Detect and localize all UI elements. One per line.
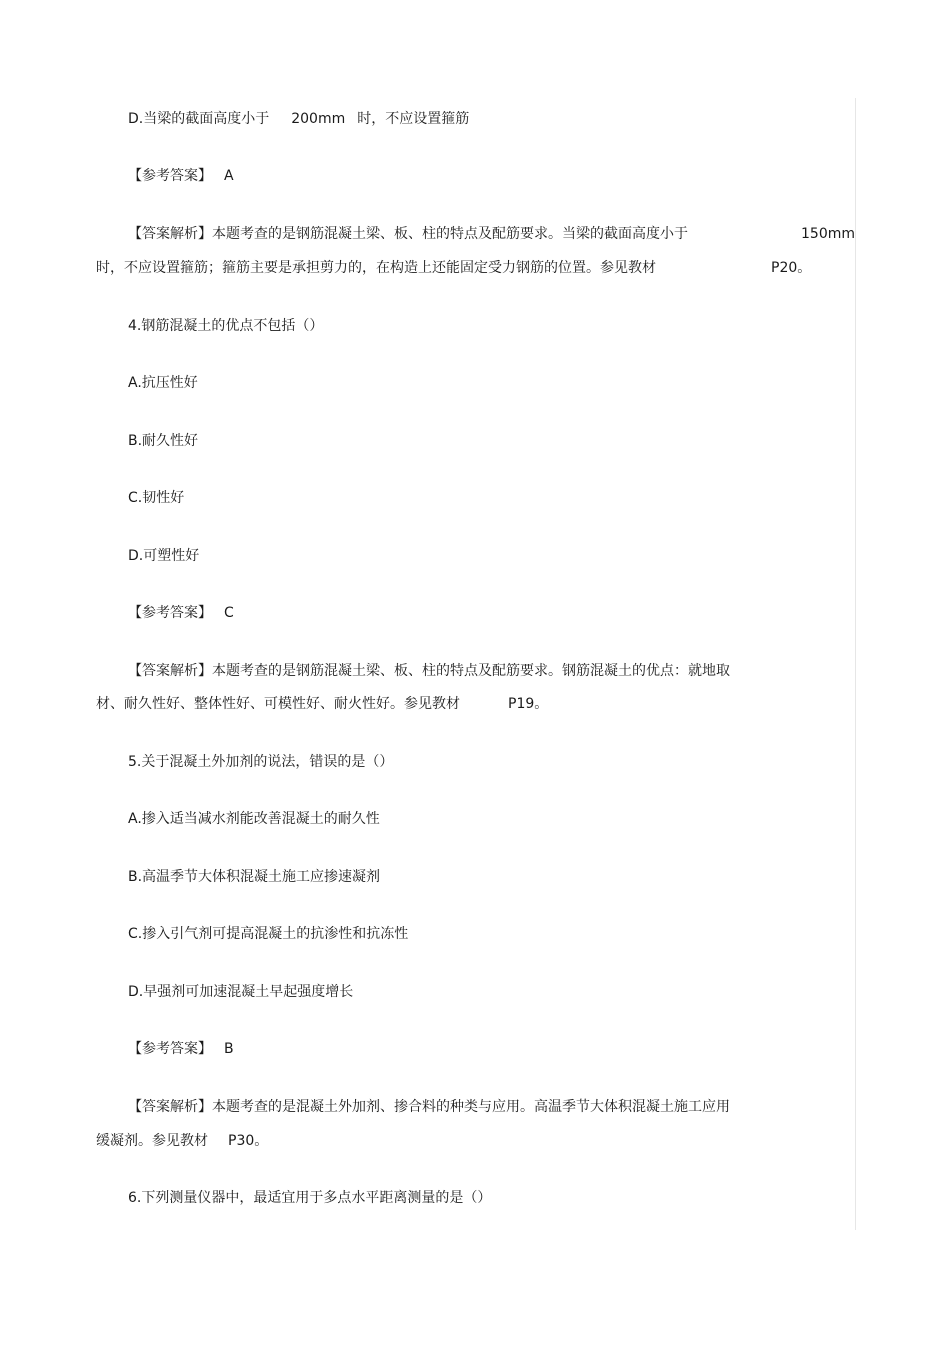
q3-analysis-end: 。 [797,260,812,276]
q3-answer-value: A [224,168,234,184]
q4-analysis-line1: 【答案解析】本题考查的是钢筋混凝土梁、板、柱的特点及配筋要求。钢筋混凝土的优点：就地取 [128,663,730,679]
q5-answer [128,1039,234,1059]
q5-option-c: C.掺入引气剂可提高混凝土的抗渗性和抗冻性 [128,926,409,942]
q3-analysis-value [801,224,855,244]
q4-stem: 4.钢筋混凝土的优点不包括（） [128,318,324,334]
q4-analysis-ref: P19 [508,696,535,712]
q5-stem: 5.关于混凝土外加剂的说法，错误的是（） [128,754,394,770]
q3-analysis-value-text: 150mm [801,226,855,242]
q3-answer-label: 【参考答案】 [128,168,212,184]
q3-analysis-text: 【答案解析】本题考查的是钢筋混凝土梁、板、柱的特点及配筋要求。当梁的截面高度小于 [128,226,688,242]
q3-option-d-value: 200mm [291,111,346,127]
q4-option-b: B.耐久性好 [128,433,199,449]
q3-analysis-line1 [128,224,688,244]
q5-analysis-line1: 【答案解析】本题考查的是混凝土外加剂、掺合料的种类与应用。高温季节大体积混凝土施工应用 [128,1099,730,1115]
q3-analysis-line2 [96,258,656,278]
q5-option-b: B.高温季节大体积混凝土施工应掺速凝剂 [128,869,381,885]
q4-option-a: A.抗压性好 [128,375,198,391]
q4-analysis-line2 [96,694,548,714]
q5-analysis-end: 。 [254,1133,269,1149]
q4-analysis-end: 。 [534,696,549,712]
q3-option-d-text: D.当梁的截面高度小于 [128,111,270,127]
q5-analysis-line2 [96,1131,268,1151]
q5-answer-value: B [224,1041,234,1057]
q4-option-d: D.可塑性好 [128,548,200,564]
q4-analysis-line2-text: 材、耐久性好、整体性好、可模性好、耐火性好。参见教材 [96,696,460,712]
q3-analysis-line2-text: 时，不应设置箍筋；箍筋主要是承担剪力的，在构造上还能固定受力钢筋的位置。参见教材 [96,260,656,276]
q3-option-d [128,109,469,129]
q3-analysis-ref-text: P20 [771,260,798,276]
q5-analysis-ref: P30 [228,1133,255,1149]
q4-answer-value: C [224,605,234,621]
q5-analysis-line2-text: 缓凝剂。参见教材 [96,1133,208,1149]
q5-option-a: A.掺入适当减水剂能改善混凝土的耐久性 [128,811,380,827]
q4-option-c: C.韧性好 [128,490,185,506]
q4-answer-label: 【参考答案】 [128,605,212,621]
q4-answer [128,603,234,623]
q3-answer [128,166,234,186]
q5-option-d: D.早强剂可加速混凝土早起强度增长 [128,984,354,1000]
page-edge-rule [855,98,856,1230]
q5-answer-label: 【参考答案】 [128,1041,212,1057]
q3-option-d-tail: 时，不应设置箍筋 [357,111,470,127]
q3-analysis-ref [771,258,811,278]
q6-stem: 6.下列测量仪器中，最适宜用于多点水平距离测量的是（） [128,1190,492,1206]
